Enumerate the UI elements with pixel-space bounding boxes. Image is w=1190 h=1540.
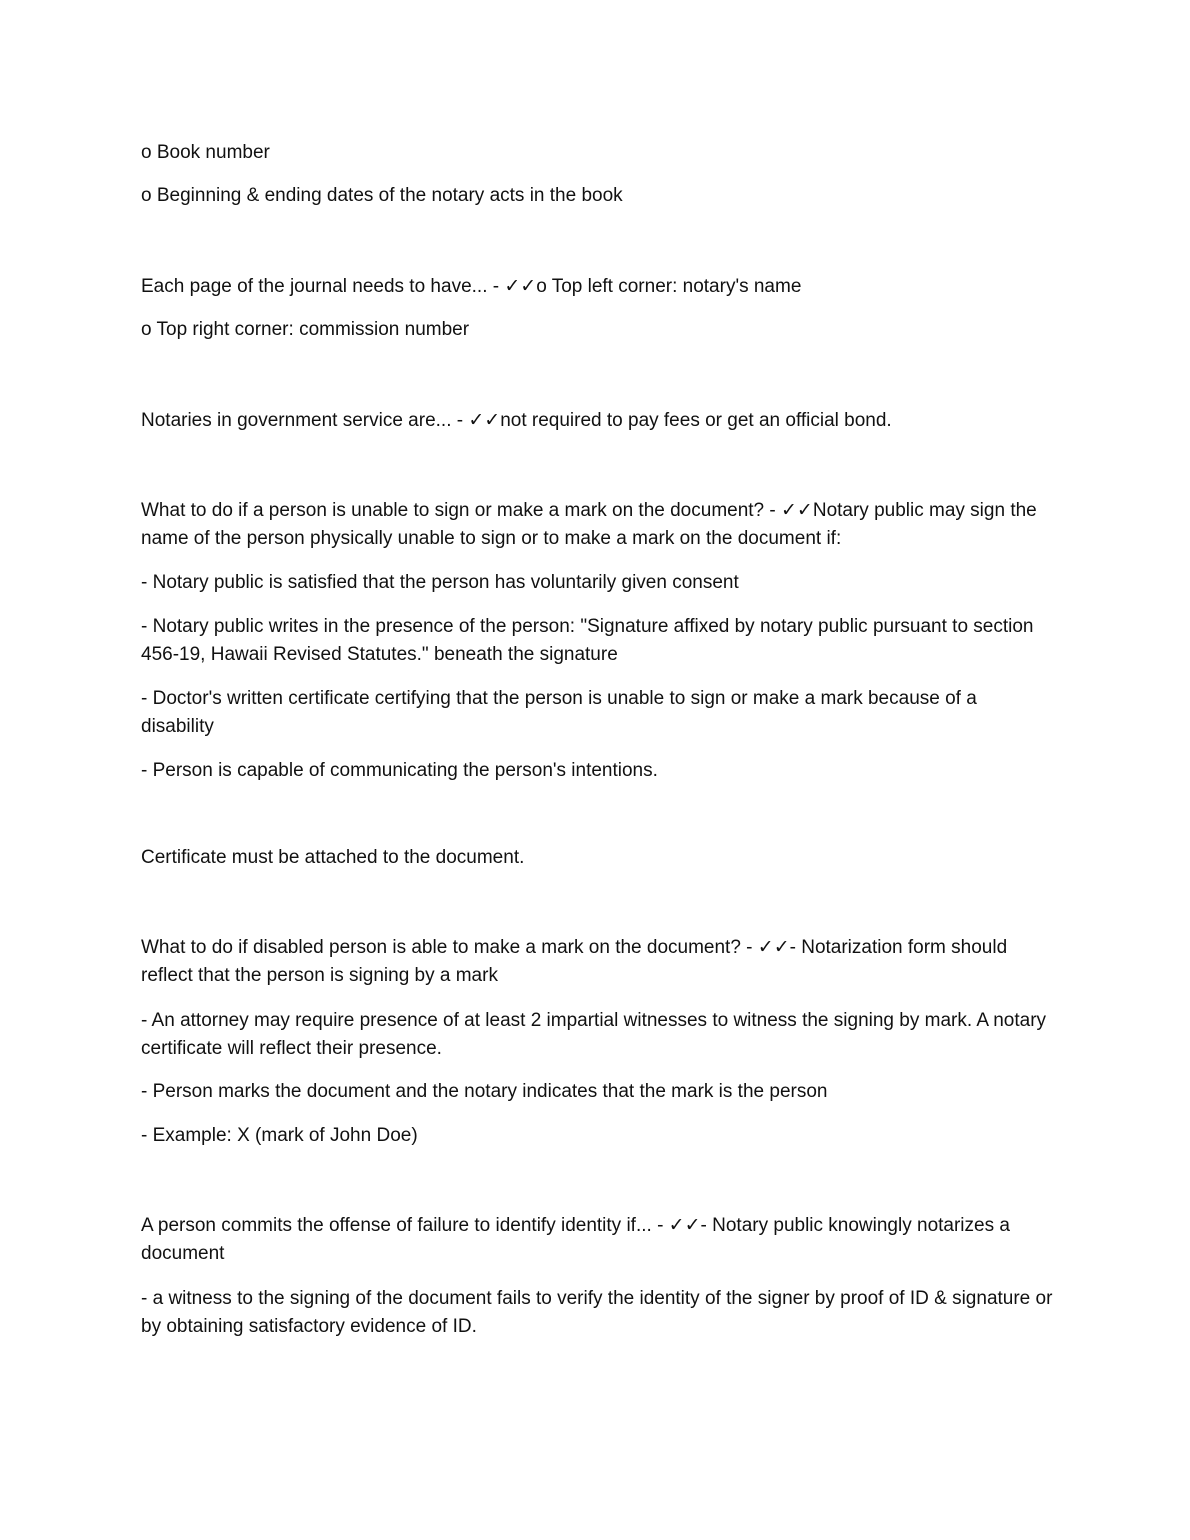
paragraph-signature-affixed: - Notary public writes in the presence of the person: "Signature affixed by notary public pursuant to section 456-19, Hawaii Revised Statutes." beneath the signature: [141, 616, 1034, 665]
paragraph-impartial-witnesses: - An attorney may require presence of at least 2 impartial witnesses to witness the signing by mark. A notary certificate will reflect their presence.: [141, 1010, 1047, 1059]
paragraph-doctor-certificate: - Doctor's written certificate certifying that the person is unable to sign or make a mark because of a disability: [141, 688, 977, 737]
paragraph-communicating-intentions: - Person is capable of communicating the person's intentions.: [141, 760, 658, 781]
paragraph-witness-fails-verify: - a witness to the signing of the document fails to verify the identity of the signer by proof of ID & signature or by obtaining satisfactory evidence of ID.: [141, 1288, 1053, 1337]
paragraph-able-to-make-mark: What to do if disabled person is able to make a mark on the document? - ✓✓- Notarization form should reflect that the person is signing by a mark: [141, 937, 1008, 986]
paragraph-book-number: o Book number: [141, 142, 270, 163]
paragraph-voluntary-consent: - Notary public is satisfied that the person has voluntarily given consent: [141, 572, 739, 593]
paragraph-beginning-ending-dates: o Beginning & ending dates of the notary acts in the book: [141, 185, 623, 206]
paragraph-example-mark: - Example: X (mark of John Doe): [141, 1125, 418, 1146]
paragraph-failure-to-identify: A person commits the offense of failure to identify identity if... - ✓✓- Notary public knowingly notarizes a document: [141, 1215, 1010, 1264]
paragraph-certificate-attached: Certificate must be attached to the document.: [141, 847, 525, 868]
paragraph-journal-page-requirements: Each page of the journal needs to have... - ✓✓o Top left corner: notary's name: [141, 276, 802, 297]
paragraph-commission-number: o Top right corner: commission number: [141, 319, 470, 340]
paragraph-person-marks-document: - Person marks the document and the notary indicates that the mark is the person: [141, 1081, 828, 1102]
paragraph-government-service: Notaries in government service are... - ✓✓not required to pay fees or get an official bond.: [141, 410, 892, 431]
paragraph-unable-to-sign: What to do if a person is unable to sign or make a mark on the document? - ✓✓Notary public may sign the name of the person physically unable to sign or to make a mark on the document if:: [141, 500, 1037, 549]
